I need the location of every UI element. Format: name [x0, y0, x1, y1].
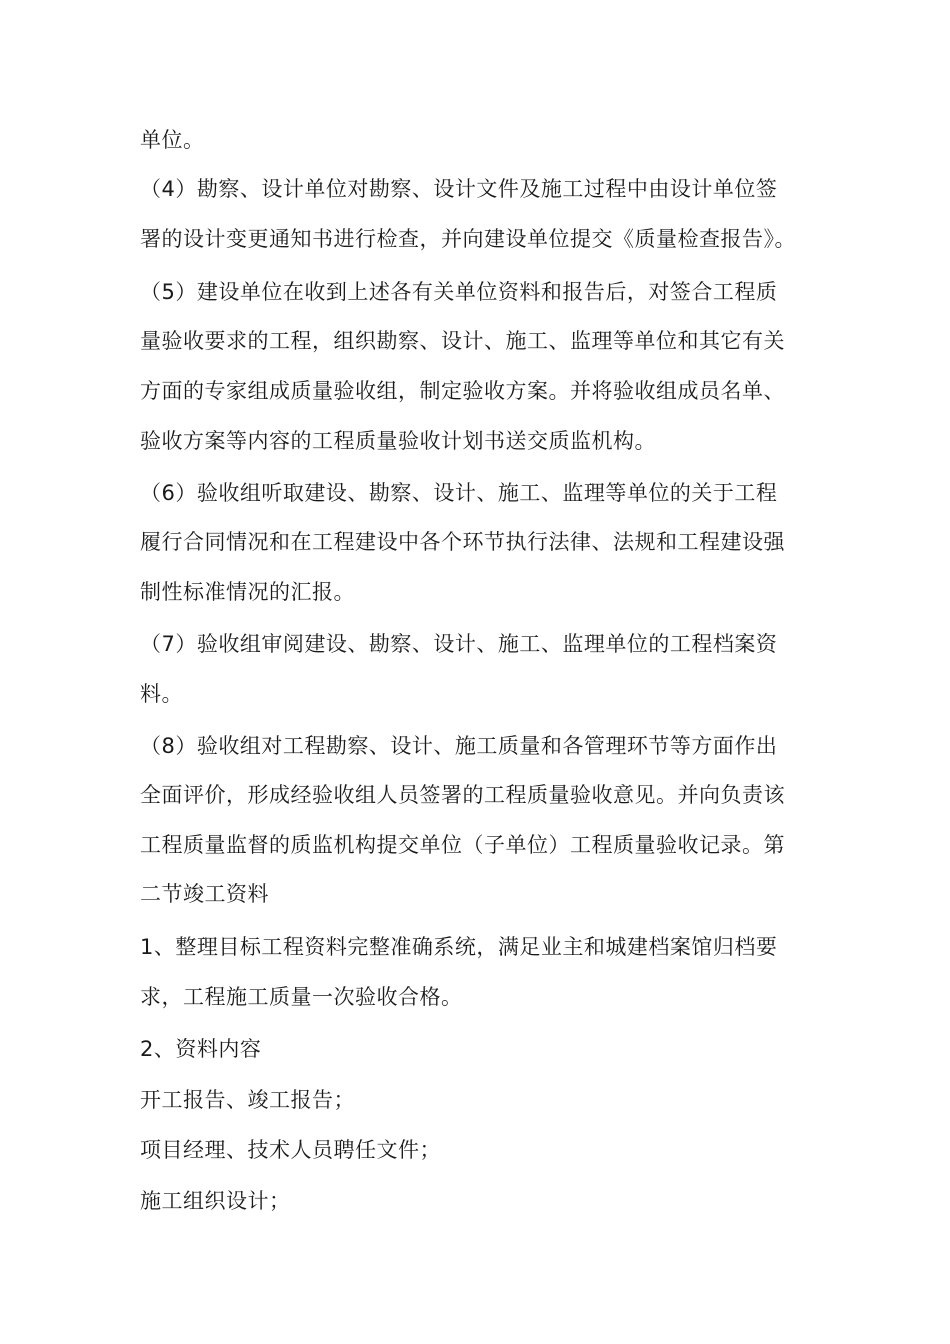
text-line-6: 方面的专家组成质量验收组，制定验收方案。并将验收组成员名单、	[140, 379, 785, 403]
text-line-7: 验收方案等内容的工程质量验收计划书送交质监机构。	[140, 429, 656, 453]
text-line-20: 开工报告、竣工报告；	[140, 1088, 355, 1112]
text-line-16: 二节竣工资料	[140, 882, 269, 906]
text-line-5: 量验收要求的工程，组织勘察、设计、施工、监理等单位和其它有关	[140, 329, 785, 353]
text-line-3: 署的设计变更通知书进行检查，并向建设单位提交《质量检查报告》。	[140, 227, 796, 251]
text-line-8: （6）验收组听取建设、勘察、设计、施工、监理等单位的关于工程	[140, 481, 778, 505]
text-line-12: 料。	[140, 682, 183, 706]
text-line-18: 求，工程施工质量一次验收合格。	[140, 985, 463, 1009]
text-line-21: 项目经理、技术人员聘任文件；	[140, 1138, 441, 1162]
text-line-19: 2、资料内容	[140, 1037, 262, 1061]
text-line-11: （7）验收组审阅建设、勘察、设计、施工、监理单位的工程档案资	[140, 632, 778, 656]
text-line-4: （5）建设单位在收到上述各有关单位资料和报告后，对签合工程质	[140, 280, 778, 304]
text-line-15: 工程质量监督的质监机构提交单位（子单位）工程质量验收记录。第	[140, 833, 785, 857]
text-line-2: （4）勘察、设计单位对勘察、设计文件及施工过程中由设计单位签	[140, 177, 778, 201]
text-line-14: 全面评价，形成经验收组人员签署的工程质量验收意见。并向负责该	[140, 783, 785, 807]
text-line-9: 履行合同情况和在工程建设中各个环节执行法律、法规和工程建设强	[140, 530, 785, 554]
text-line-1: 单位。	[140, 128, 205, 152]
text-line-13: （8）验收组对工程勘察、设计、施工质量和各管理环节等方面作出	[140, 734, 778, 758]
text-line-17: 1、整理目标工程资料完整准确系统，满足业主和城建档案馆归档要	[140, 935, 778, 959]
text-line-22: 施工组织设计；	[140, 1189, 291, 1213]
text-line-10: 制性标准情况的汇报。	[140, 580, 355, 604]
